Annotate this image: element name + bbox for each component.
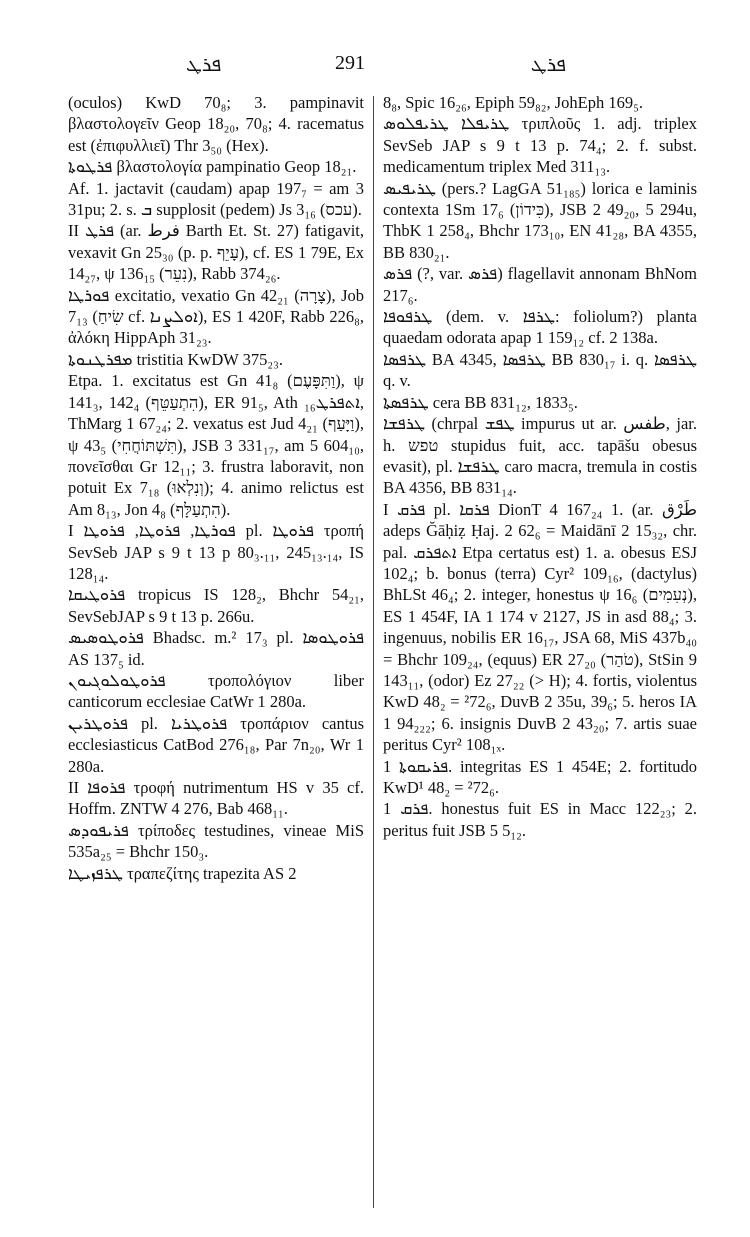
left-column xyxy=(68,92,364,1207)
dictionary-entry: Af. 1. jactavit (caudam) apap 197₇ = am 3 31pu; 2. s. ܒ supplosit (pedem) Js 3₁₆ (עכס). xyxy=(68,178,364,220)
dictionary-entry: ܡܦܪܛܢܘܬܐ tristitia KwDW 375₂₃. xyxy=(68,349,284,369)
dictionary-entry: II ܦܪܘܦܐ τροφή nutrimentum HS v 35 cf. Hoffm. ZNTW 4 276, Bab 468₁₁. xyxy=(68,778,364,819)
dictionary-entry: ܦܪܝܦܘܕܣ τρίποδες testudines, vineae MiS 535a₂₅ = Bhchr 150₃. xyxy=(68,820,364,862)
dictionary-entry: ܦܘܪܛܐ excitatio, vexatio Gn 42₂₁ (צָרָה), Job 7₁₃ (שִׂיחַ cf. ܐܘܠܨܢܐ), ES 1 420F, Rabb 226₈, ἀλόκη HippAph 31₂₃. xyxy=(68,285,364,348)
page-number: 291 xyxy=(335,52,365,74)
dictionary-entry: ܦܪܩ 1. honestus fuit ES in Macc 122₂₃; 2. peritus fuit JSB 5 5₁₂. xyxy=(383,799,697,840)
dictionary-entry: ܦܪܣ (?, var. ܦܪܣ) flagellavit annonam BhNom 217₆. xyxy=(383,264,697,305)
dictionary-entry: ܦܪܘܛܝܩܐ tropicus IS 128₂, Bhchr 54₂₁, SevSebJAP s 9 t 13 p. 266u. xyxy=(68,585,364,626)
dictionary-entry: ܦܪܘܛܘܠܘܓܝܘܢ τροπολόγιον liber canticorum ecclesiae CatWr 1 280a. xyxy=(68,670,364,712)
dictionary-entry: I ܦܪܩ pl. ܦܪܩܐ DionT 4 167₂₄ 1. (ar. طَرْق adeps Ğāḥiẓ Ḥaj. 2 62₆ = Maidānī 2 15₃₂, chr. pal. ܐܬܦܪܩ Etpa certatus est) 1. a. obesus ESJ 102₄; b. bonus (terra) Cyr² 109₁₆, (dactylus) BhLSt 46₄; 2. integer, honestus ψ 16₆ (נְעִמִים), ES 1 454F, IA 1 174 v 2127, JS in asd 88₄; 3. ingenuus, nobilis ER 16₁₇, JSA 68, MiS 437b₄₀ = Bhchr 109₂₄, (equus) ER 27₂₀ (טֹהַר), StSin 9 143₁₁, (odor) Ez 27₂₂ (> H); 4. fortis, violentus KwD 48₂ = ²72₆, DuvB 2 35u, 39₆; 5. heros IA 1 94₂₂₂; 6. insignis DuvB 2 43₂₀; 7. artis suae peritus Cyr² 108₁ₓ. xyxy=(383,499,697,755)
dictionary-entry: ܛܪܦܣܬܐ cera BB 831₁₂, 1833₅. xyxy=(383,392,578,412)
dictionary-entry: 8₈, Spic 16₂₆, Epiph 59₈₂, JohEph 169₅. xyxy=(383,93,644,112)
page-header xyxy=(70,52,690,82)
header-right-word: ܦܪܛ xyxy=(530,52,566,76)
dictionary-entry: ܦܪܛܘܬܐ βλαστολογία pampinatio Geop 18₂₁. xyxy=(68,157,357,177)
dictionary-entry: Etpa. 1. excitatus est Gn 41₈ (וַתִּפָּעֶם), ψ 141₃, 142₄ (הִתְעַטֵּף), ER 91₅, Ath ܐܬܦܪܛ₁₆, ThMarg 1 67₂₄; 2. vexatus est Jud 4₂₁ (וַיָּעַף), ψ 43₅ (תִּשְׁתּוֹחֲחִי), JSB 3 331₁₇, am 5 604₁₀, πονεῖσθαι Gr 12₁₁; 3. frustra laboravit, non potuit Ex 7₁₈ (וְנִלְאוּ); 4. animo relictus est Am 8₁₃, Jon 4₈ (הִתְעַלָּף). xyxy=(68,371,364,519)
dictionary-entry: I ܦܘܪܛܐ, ܦܪܘܛܐ, ܦܪܘܛܐ pl. ܦܪܘܛܐ τροπή SevSeb JAP s 9 t 13 p 80₃.₁₁, 245₁₃.₁₄, IS 128₁₄. xyxy=(68,521,364,583)
column-divider xyxy=(373,96,374,1208)
dictionary-entry: (oculos) KwD 70₈; 3. pampinavit βλαστολογεῖν Geop 18₂₀, 70₈; 4. racematus est (ἐπιφυλλιεῖ) Thr 3₅₀ (Hex). xyxy=(68,93,364,155)
dictionary-entry: ܦܪܘܛܘܣܝܣ Bhadsc. m.² 17₃ pl. ܦܪܘܛܘܣܐ AS 137₅ id. xyxy=(68,628,364,669)
dictionary-entry: II ܦܪܛ (ar. فرط Barth Et. St. 27) fatigavit, vexavit Gn 25₃₀ (p. p. עָיֵף), cf. ES 1 79E, Ex 14₂₇, ψ 136₁₅ (נִעֵר), Rabb 374₂₆. xyxy=(68,221,364,284)
dictionary-entry: ܛܪܦܘܦܐ (dem. v. ܛܪܦܐ: foliolum?) planta quaedam odorata apap 1 159₁₂ cf. 2 138a. xyxy=(383,307,697,348)
dictionary-entry: ܛܪܦܫܐ (chrpal ܛܦܫ impurus ut ar. طفس, jar. h. טפש stupidus fuit, acc. tapāšu obesus evasit), pl. ܛܪܦܫܐ caro macra, tremula in costis BA 4356, BB 831₁₄. xyxy=(383,414,697,498)
dictionary-entry: ܛܪܝܦܠܐ ܛܪܝܦܠܘܣ τριπλοῦς 1. adj. triplex SevSeb JAP s 9 t 13 p. 74₄; 2. f. subst. medicamentum triplex Med 311₁₃. xyxy=(383,114,697,177)
dictionary-entry: ܦܪܝܩܘܬܐ 1. integritas ES 1 454E; 2. fortitudo KwD¹ 48₂ = ²72₆. xyxy=(383,756,697,797)
dictionary-entry: ܦܪܘܛܪܝܢ pl. ܦܪܘܛܪܝܐ τροπάριον cantus ecclesiasticus CatBod 276₁₈, Par 7n₂₀, Wr 1 280a. xyxy=(68,713,364,776)
header-left-word: ܦܪܛ xyxy=(186,52,222,76)
dictionary-entry: ܛܪܝܦܝܣ (pers.? LagGA 51₁₈₅) lorica e laminis contexta 1Sm 17₆ (כִּידוֹן), JSB 2 49₂₀, 5 294u, ThbK 1 258₄, Bhchr 173₁₀, EN 41₂₈, BA 4355, BB 830₂₁. xyxy=(383,178,697,262)
dictionary-entry: ܛܪܦܙܝܛܐ τραπεζίτης trapezita AS 2 xyxy=(68,863,297,883)
right-column xyxy=(383,92,697,1207)
dictionary-entry: ܛܪܦܣܐ BA 4345, ܛܪܦܣܐ BB 830₁₇ i. q. ܛܪܦܣܐ q. v. xyxy=(383,349,697,391)
